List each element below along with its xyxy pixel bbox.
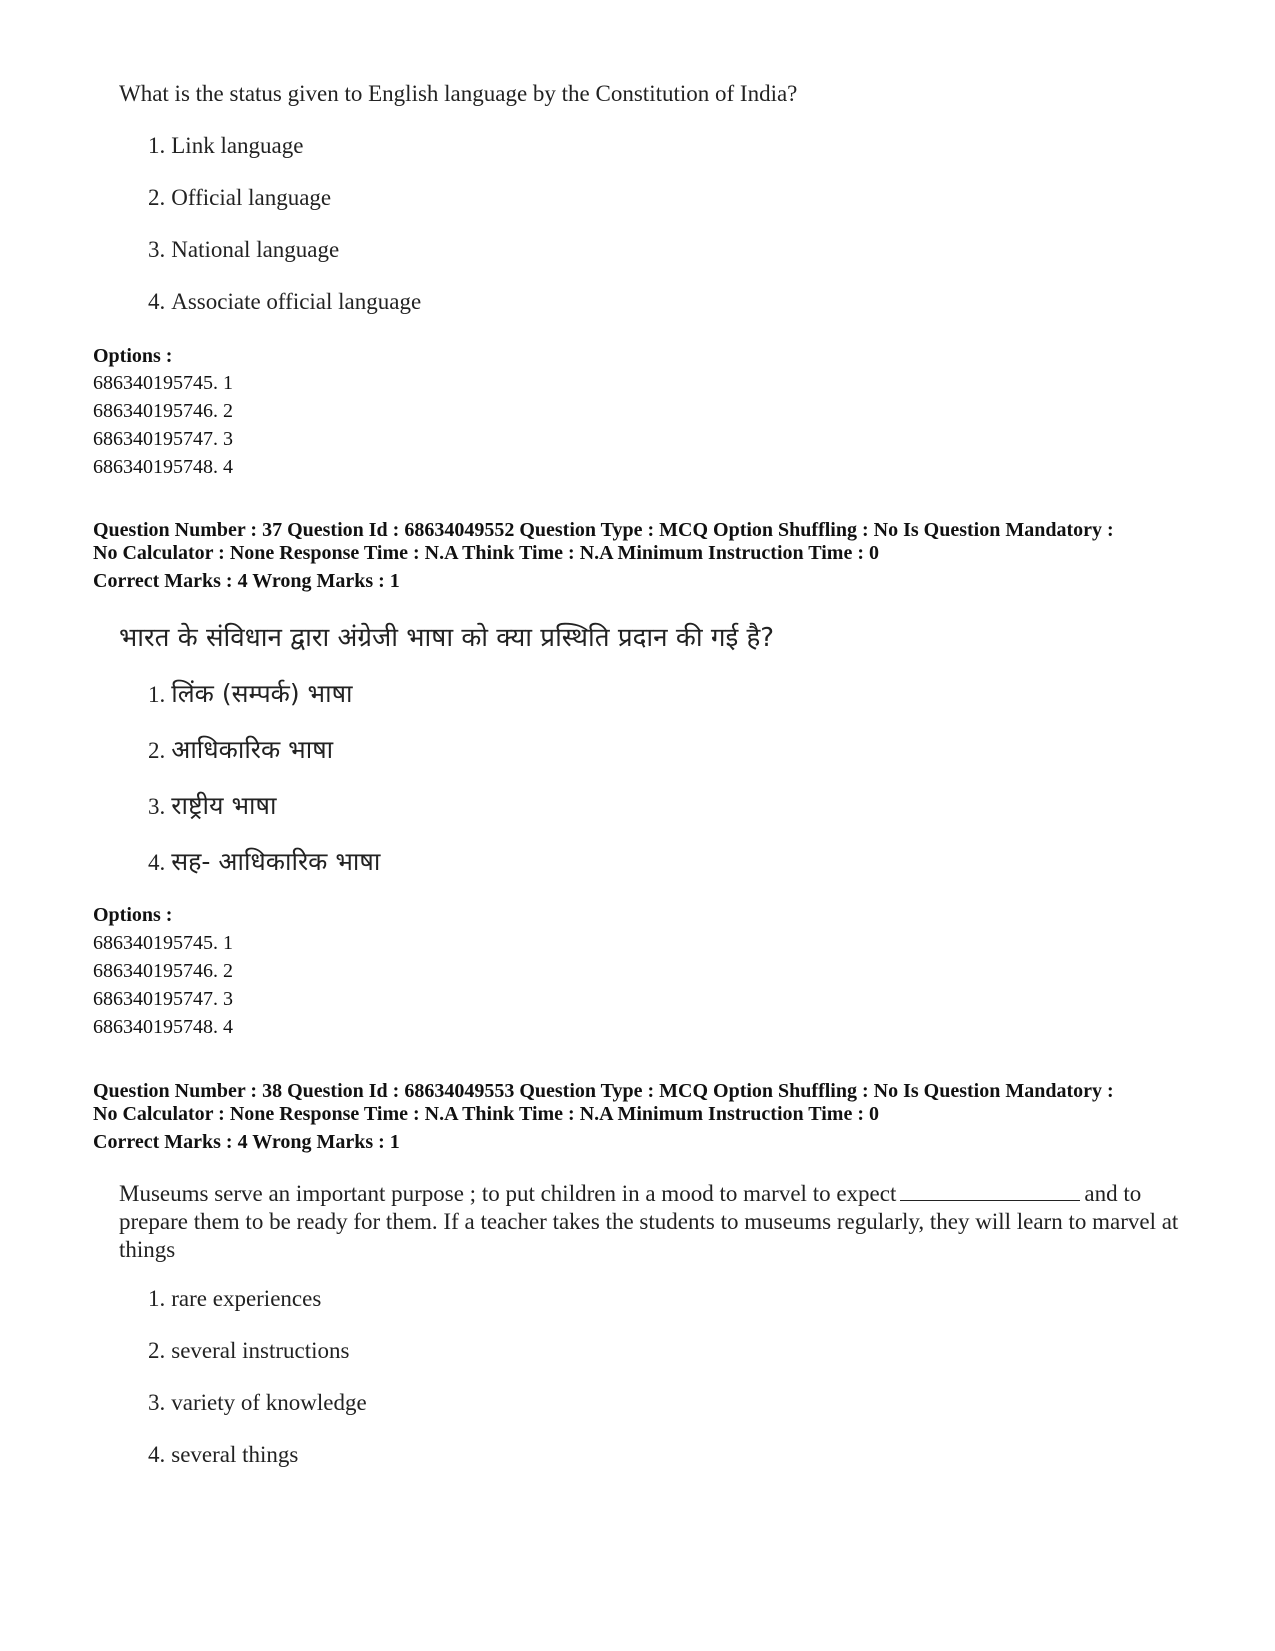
choice-number: 2. [148, 1338, 166, 1363]
choice-text: सह- आधिकारिक भाषा [171, 847, 381, 876]
q38-choice-1 [148, 1285, 321, 1313]
q37-question-text: भारत के संविधान द्वारा अंग्रेजी भाषा को क्या प्रस्थिति प्रदान की गई है? [119, 623, 775, 653]
choice-text: National language [171, 237, 340, 262]
q37-option-id-2: 686340195746. 2 [93, 960, 233, 982]
q36-option-id-1: 686340195745. 1 [93, 372, 233, 394]
fill-in-blank [900, 1182, 1080, 1201]
q38-meta-line-1: Question Number : 38 Question Id : 68634049553 Question Type : MCQ Option Shuffling : No Is Question Mandatory : [93, 1080, 1114, 1102]
q36-choice-4 [148, 288, 421, 316]
q38-choice-3 [148, 1389, 367, 1417]
choice-number: 4. [148, 1442, 166, 1467]
q37-choice-4 [148, 846, 380, 879]
choice-number: 4. [148, 850, 166, 875]
choice-text: rare experiences [171, 1286, 322, 1311]
q37-choice-3 [148, 790, 276, 823]
choice-text: Link language [171, 133, 304, 158]
q38-meta-line-2: No Calculator : None Response Time : N.A Think Time : N.A Minimum Instruction Time : 0 [93, 1103, 879, 1125]
q37-meta-line-2: No Calculator : None Response Time : N.A Think Time : N.A Minimum Instruction Time : 0 [93, 542, 879, 564]
q38-question-part-1: Museums serve an important purpose ; to put children in a mood to marvel to expect [119, 1181, 897, 1206]
choice-text: आधिकारिक भाषा [171, 735, 334, 764]
q36-choice-1 [148, 132, 303, 160]
q36-option-id-4: 686340195748. 4 [93, 456, 233, 478]
q37-options-label: Options : [93, 904, 173, 926]
q36-option-id-3: 686340195747. 3 [93, 428, 233, 450]
q38-choice-2 [148, 1337, 349, 1365]
q38-question-part-2: and to prepare them to be ready for them. If a teacher takes the students to museums regularly, they will learn to marvel at things [119, 1181, 1179, 1262]
choice-number: 2. [148, 738, 166, 763]
q38-marks: Correct Marks : 4 Wrong Marks : 1 [93, 1131, 400, 1153]
choice-text: several instructions [171, 1338, 350, 1363]
choice-text: राष्ट्रीय भाषा [171, 791, 277, 820]
q37-option-id-1: 686340195745. 1 [93, 932, 233, 954]
choice-text: several things [171, 1442, 299, 1467]
q37-choice-1 [148, 678, 353, 711]
choice-number: 1. [148, 682, 166, 707]
choice-text: लिंक (सम्पर्क) भाषा [171, 679, 353, 708]
q37-option-id-3: 686340195747. 3 [93, 988, 233, 1010]
q37-marks: Correct Marks : 4 Wrong Marks : 1 [93, 570, 400, 592]
choice-number: 3. [148, 794, 166, 819]
q37-meta-line-1: Question Number : 37 Question Id : 68634049552 Question Type : MCQ Option Shuffling : No Is Question Mandatory : [93, 519, 1114, 541]
q37-option-id-4: 686340195748. 4 [93, 1016, 233, 1038]
q38-choice-4 [148, 1441, 298, 1469]
choice-text: Official language [171, 185, 332, 210]
q36-choice-3 [148, 236, 339, 264]
choice-number: 4. [148, 289, 166, 314]
q37-choice-2 [148, 734, 333, 767]
q36-question-text: What is the status given to English language by the Constitution of India? [119, 81, 798, 106]
choice-text: Associate official language [171, 289, 422, 314]
q36-option-id-2: 686340195746. 2 [93, 400, 233, 422]
choice-number: 1. [148, 1286, 166, 1311]
choice-number: 3. [148, 237, 166, 262]
choice-number: 3. [148, 1390, 166, 1415]
q38-question-text [119, 1180, 1189, 1264]
choice-number: 2. [148, 185, 166, 210]
q36-options-label: Options : [93, 345, 173, 367]
choice-text: variety of knowledge [171, 1390, 367, 1415]
q36-choice-2 [148, 184, 331, 212]
choice-number: 1. [148, 133, 166, 158]
